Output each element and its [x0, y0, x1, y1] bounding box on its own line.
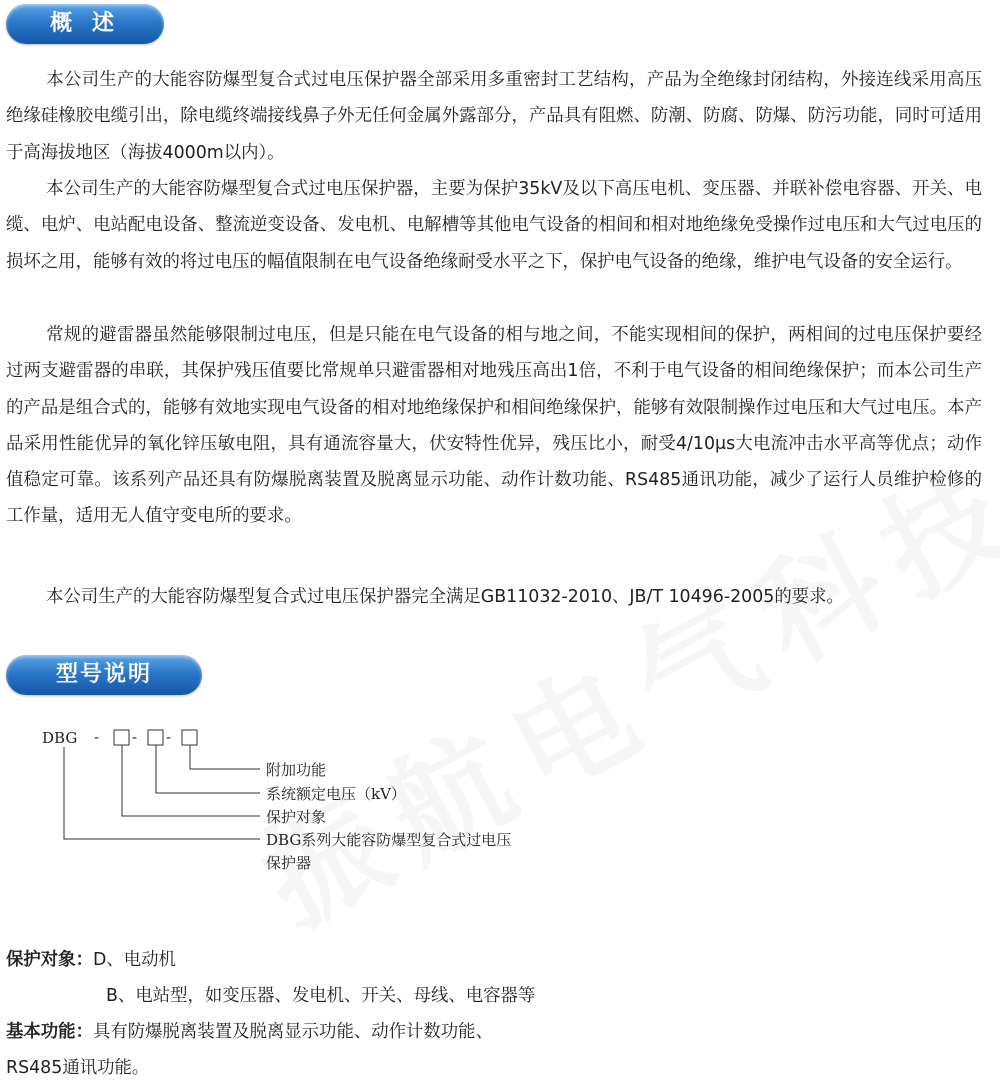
paragraph-1: 本公司生产的大能容防爆型复合式过电压保护器全部采用多重密封工艺结构，产品为全绝缘封闭结构，外接连线采用高压绝缘硅橡胶电缆引出，除电缆终端接线鼻子外无任何金属外露部分，产品具有阻燃、防潮、防腐、防爆、防污功能，同时可适用于高海拔地区（海拔4000m以内）。	[6, 70, 982, 163]
model-separator-2: -	[132, 728, 138, 746]
spec-target-d: D、电动机	[92, 950, 176, 970]
label-series-name-2: 保护器	[266, 854, 312, 872]
paragraph-4: 本公司生产的大能容防爆型复合式过电压保护器完全满足GB11032-2010、JB/T 10496-2005的要求。	[46, 587, 844, 607]
label-rated-voltage: 系统额定电压（kV）	[266, 785, 406, 803]
model-box-additional-function	[182, 730, 197, 745]
spec-basic-function-label: 基本功能：	[6, 1022, 93, 1042]
spec-target-b: B、电站型，如变压器、发电机、开关、母线、电容器等	[106, 986, 536, 1006]
spec-basic-function-text-2: RS485通讯功能。	[6, 1058, 150, 1078]
label-series-name: DBG系列大能容防爆型复合式过电压	[266, 831, 512, 849]
model-box-rated-voltage	[148, 730, 163, 745]
leader-line-function	[190, 745, 260, 769]
model-code: DBG	[42, 729, 78, 747]
spec-basic-function	[6, 1014, 493, 1050]
spec-protection-target	[6, 942, 176, 978]
section-title-model: 型号说明	[6, 655, 202, 695]
section-title-overview: 概 述	[6, 4, 164, 44]
label-protection-target: 保护对象	[266, 808, 327, 826]
spec-basic-function-text: 具有防爆脱离装置及脱离显示功能、动作计数功能、	[92, 1022, 493, 1042]
label-additional-function: 附加功能	[266, 761, 327, 779]
model-code-diagram	[40, 725, 600, 880]
model-separator-3: -	[166, 728, 172, 746]
spec-protection-target-label: 保护对象：	[6, 950, 93, 970]
paragraph-3: 常规的避雷器虽然能够限制过电压，但是只能在电气设备的相与地之间，不能实现相间的保护，两相间的过电压保护要经过两支避雷器的串联，其保护残压值要比常规单只避雷器相对地残压高出1倍，不利于电气设备的相间绝缘保护；而本公司生产的产品是组合式的，能够有效地实现电气设备的相对地绝缘保护和相间绝缘保护，能够有效限制操作过电压和大气过电压。本产品采用性能优异的氧化锌压敏电阻，具有通流容量大，伏安特性优异，残压比小，耐受4/10μs大电流冲击水平高等优点；动作值稳定可靠。该系列产品还具有防爆脱离装置及脱离显示功能、动作计数功能、RS485通讯功能，减少了运行人员维护检修的工作量，适用无人值守变电所的要求。	[6, 325, 982, 527]
model-box-protection-target	[114, 730, 129, 745]
paragraph-2: 本公司生产的大能容防爆型复合式过电压保护器，主要为保护35kV及以下高压电机、变压器、并联补偿电容器、开关、电缆、电炉、电站配电设备、整流逆变设备、发电机、电解槽等其他电气设备的相间和相对地绝缘免受操作过电压和大气过电压的损坏之用，能够有效的将过电压的幅值限制在电气设备绝缘耐受水平之下，保护电气设备的绝缘，维护电气设备的安全运行。	[6, 179, 982, 272]
leader-line-target	[122, 745, 260, 816]
model-separator-1: -	[94, 728, 100, 746]
